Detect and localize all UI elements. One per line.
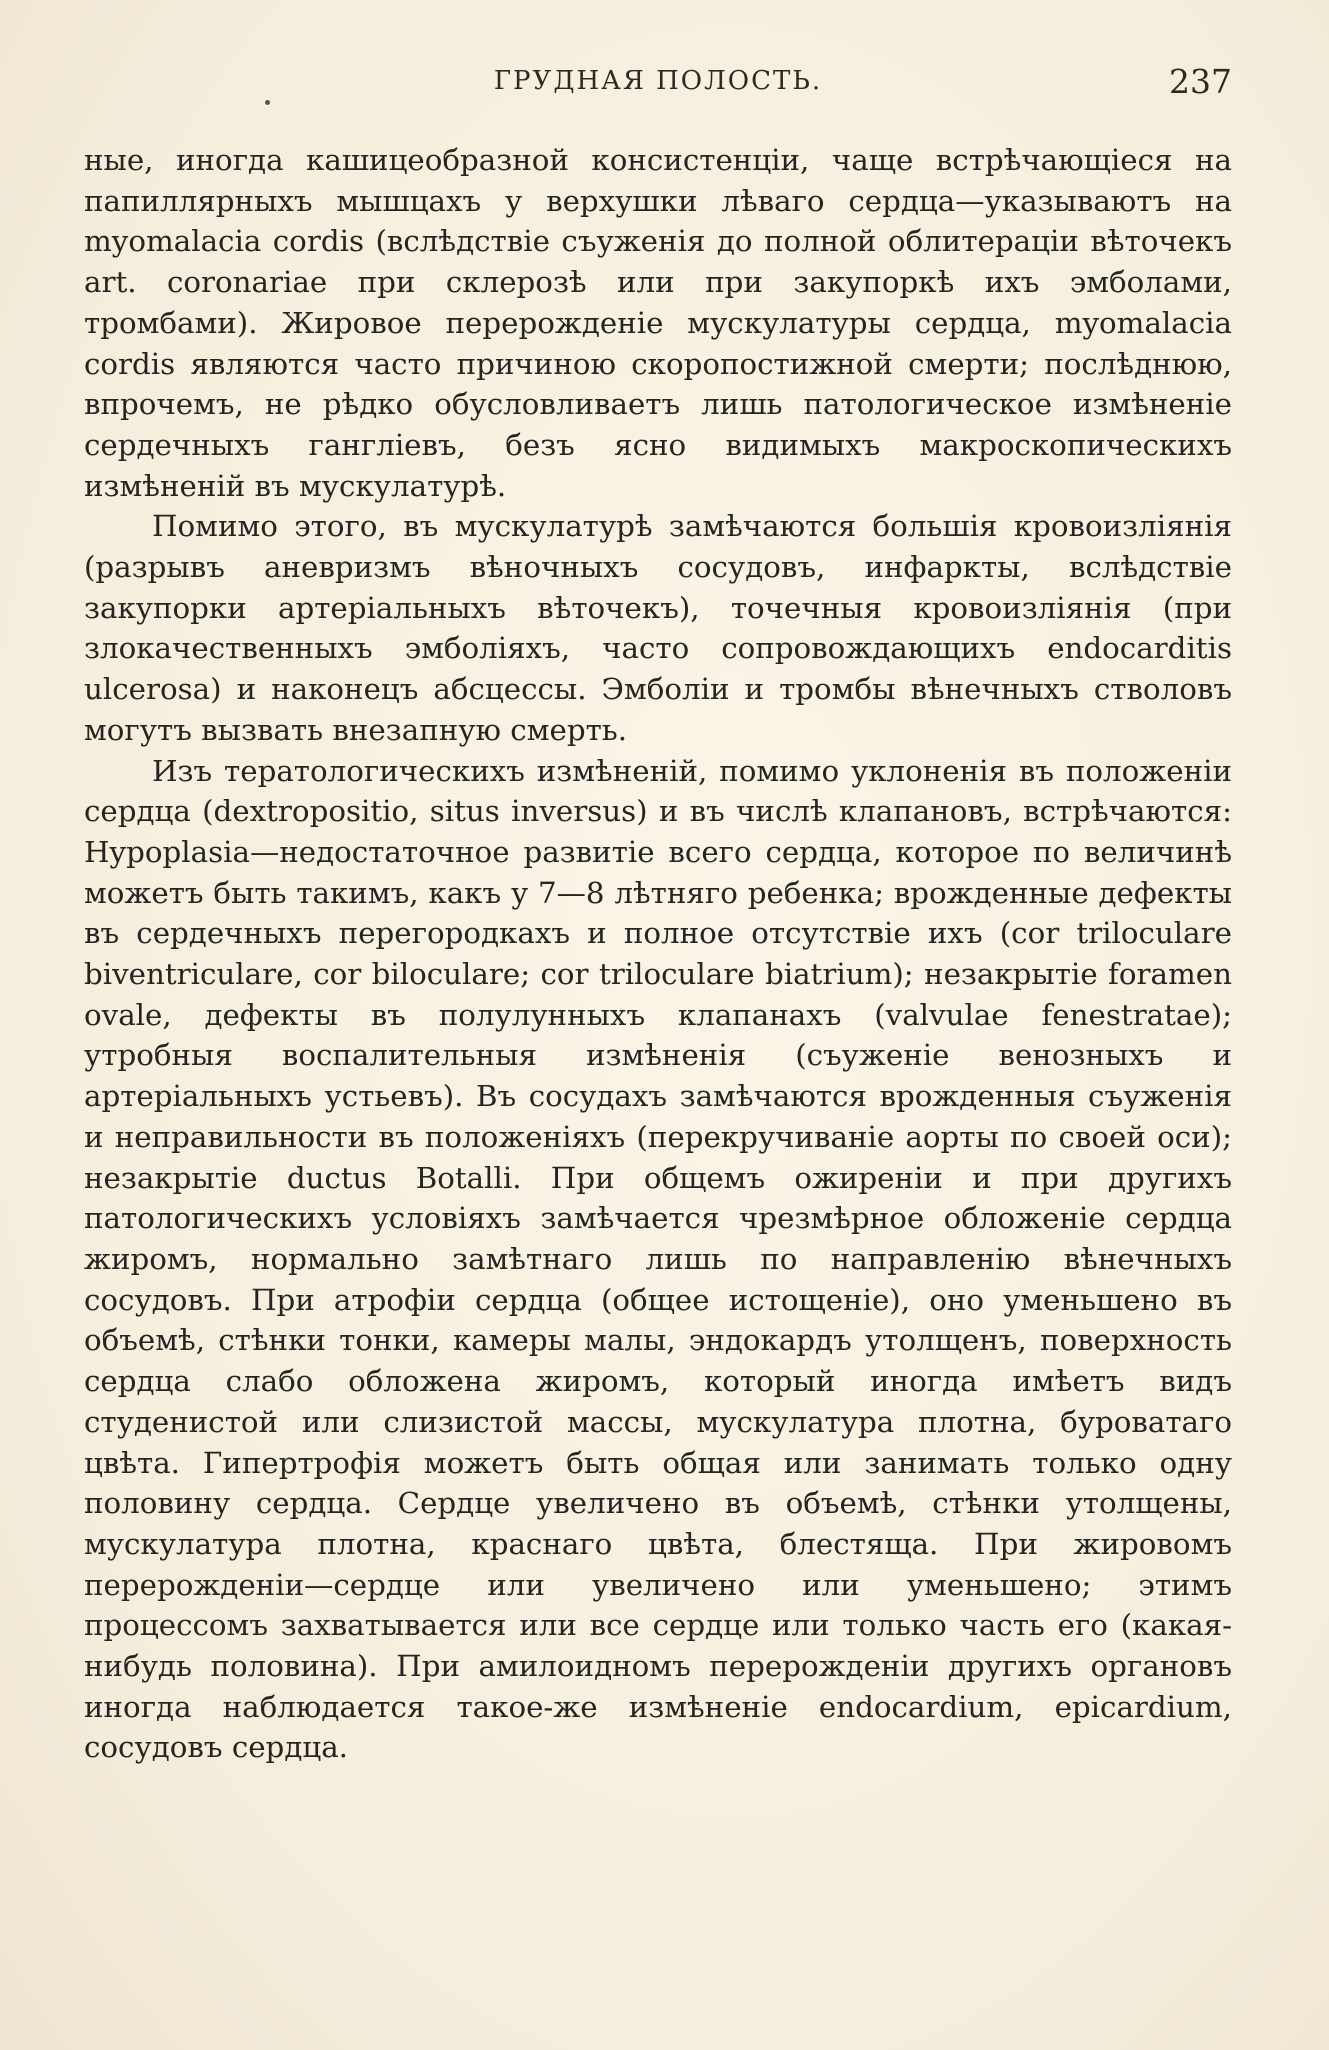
paragraph-2: Помимо этого, въ мускулатурѣ замѣчаются большія кровоизліянія (разрывъ аневризмъ вѣночныхъ сосудовъ, инфаркты, вслѣдствіе закупорки артеріальныхъ вѣточекъ), точечныя кровоизліянія (при злокачественныхъ эмболіяхъ, часто сопровождающихъ endocarditis ulcerosa) и наконецъ абсцессы. Эмболіи и тромбы вѣнечныхъ стволовъ могутъ вызвать внезапную смерть. xyxy=(84,509,1232,747)
ink-speck xyxy=(265,100,270,105)
page-header xyxy=(84,62,1232,106)
page-number: 237 xyxy=(1169,62,1232,101)
paragraph-1: ные, иногда кашицеобразной консистенціи, чаще встрѣчающіеся на папиллярныхъ мышцахъ у верхушки лѣваго сердца—указываютъ на myomalacia cordis (вслѣдствіе съуженія до полной облитераціи вѣточекъ art. coronariae при склерозѣ или при закупоркѣ ихъ эмболами, тромбами). Жировое перерожденіе мускулатуры сердца, myomalacia cordis являются часто причиною скоропостижной смерти; послѣднюю, впрочемъ, не рѣдко обусловливаетъ лишь патологическое измѣненіе сердечныхъ гангліевъ, безъ ясно видимыхъ макроскопическихъ измѣненій въ мускулатурѣ. xyxy=(84,143,1232,503)
running-title: ГРУДНАЯ ПОЛОСТЬ. xyxy=(493,66,823,96)
paragraph-3: Изъ тератологическихъ измѣненій, помимо уклоненія въ положеніи сердца (dextropositio, situs inversus) и въ числѣ клапановъ, встрѣчаются: Hypoplasia—недостаточное развитіе всего сердца, которое по величинѣ можетъ быть такимъ, какъ у 7—8 лѣтняго ребенка; врожденные дефекты въ сердечныхъ перегородкахъ и полное отсутствіе ихъ (cor triloculare biventriculare, cor biloculare; cor triloculare biatrium); незакрытіе foramen ovale, дефекты въ полулунныхъ клапанахъ (valvulae fenestratae); утробныя воспалительныя измѣненія (съуженіе венозныхъ и артеріальныхъ устьевъ). Въ сосудахъ замѣчаются врожденныя съуженія и неправильности въ положеніяхъ (перекручиваніе аорты по своей оси); незакрытіе ductus Botalli. При общемъ ожиреніи и при другихъ патологическихъ условіяхъ замѣчается чрезмѣрное обложеніе сердца жиромъ, нормально замѣтнаго лишь по направленію вѣнечныхъ сосудовъ. При атрофіи сердца (общее истощеніе), оно уменьшено въ объемѣ, стѣнки тонки, камеры малы, эндокардъ утолщенъ, поверхность сердца слабо обложена жиромъ, который иногда имѣетъ видъ студенистой или слизистой массы, мускулатура плотна, буроватаго цвѣта. Гипертрофія можетъ быть общая или занимать только одну половину сердца. Сердце увеличено въ объемѣ, стѣнки утолщены, мускулатура плотна, краснаго цвѣта, блестяща. При жировомъ перерожденіи—сердце или увеличено или уменьшено; этимъ процессомъ захватывается или все сердце или только часть его (какая-нибудь половина). При амилоидномъ перерожденіи другихъ органовъ иногда наблюдается такое-же измѣненіе endocardium, epicardium, сосудовъ сердца. xyxy=(84,753,1232,1765)
body-text xyxy=(84,140,1232,1768)
